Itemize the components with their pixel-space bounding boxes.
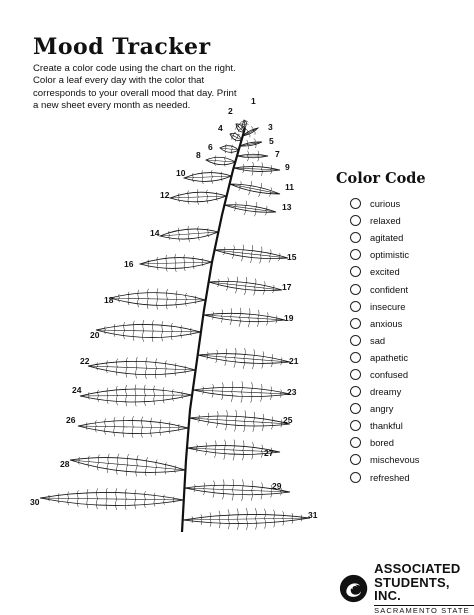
mood-radio[interactable] (350, 472, 361, 483)
day-labels (30, 96, 318, 520)
mood-radio[interactable] (350, 420, 361, 431)
day-label: 19 (284, 313, 294, 323)
mood-radio[interactable] (350, 266, 361, 277)
mood-label: refreshed (370, 471, 410, 483)
day-label: 16 (124, 259, 134, 269)
mood-radio[interactable] (350, 318, 361, 329)
mood-label: sad (370, 334, 386, 346)
day-label: 11 (285, 182, 294, 192)
logo-line-2: STUDENTS, INC. (374, 574, 450, 604)
day-label: 4 (218, 123, 223, 133)
logo-swirl-icon (339, 573, 368, 604)
mood-label: confused (370, 368, 409, 380)
color-code-list (350, 195, 420, 486)
day-label: 24 (72, 385, 82, 395)
mood-radio[interactable] (350, 215, 361, 226)
mood-radio[interactable] (350, 437, 361, 448)
mood-option[interactable] (350, 469, 420, 486)
day-label: 28 (60, 459, 70, 469)
mood-label: optimistic (370, 249, 410, 261)
mood-radio[interactable] (350, 352, 361, 363)
leaf-midrib (230, 184, 280, 194)
instructions-text: Create a color code using the chart on the right. Color a leaf every day with the color that corresponds to your overall mood that day. Print a new sheet every month as needed. (33, 63, 237, 112)
day-label: 1 (251, 96, 256, 106)
day-label: 13 (282, 202, 292, 212)
page-title: Mood Tracker (33, 34, 211, 60)
day-label: 17 (282, 282, 292, 292)
mood-radio[interactable] (350, 249, 361, 260)
logo-line-1: ASSOCIATED (374, 561, 461, 576)
day-label: 21 (289, 356, 299, 366)
day-label: 2 (228, 106, 233, 116)
mood-radio[interactable] (350, 454, 361, 465)
mood-option[interactable] (350, 298, 420, 315)
day-label: 18 (104, 295, 114, 305)
mood-option[interactable] (350, 315, 420, 332)
mood-label: dreamy (370, 386, 402, 398)
day-label: 6 (208, 142, 213, 152)
mood-radio[interactable] (350, 403, 361, 414)
mood-radio[interactable] (350, 198, 361, 209)
mood-option[interactable] (350, 383, 420, 400)
day-label: 14 (150, 228, 160, 238)
mood-option[interactable] (350, 280, 420, 297)
day-label: 15 (287, 252, 297, 262)
day-label: 26 (66, 415, 76, 425)
mood-option[interactable] (350, 229, 420, 246)
day-label: 7 (275, 149, 280, 159)
mood-label: curious (370, 198, 401, 210)
day-label: 27 (264, 448, 274, 458)
day-label: 23 (287, 387, 297, 397)
mood-option[interactable] (350, 417, 420, 434)
mood-option[interactable] (350, 246, 420, 263)
day-label: 3 (268, 122, 273, 132)
mood-label: insecure (370, 300, 406, 312)
day-label: 30 (30, 497, 40, 507)
color-code-title: Color Code (336, 170, 426, 187)
mood-radio[interactable] (350, 335, 361, 346)
mood-label: excited (370, 266, 400, 278)
mood-label: confident (370, 283, 409, 295)
mood-radio[interactable] (350, 386, 361, 397)
day-label: 22 (80, 356, 90, 366)
day-label: 25 (283, 415, 293, 425)
day-label: 9 (285, 162, 290, 172)
mood-radio[interactable] (350, 232, 361, 243)
fern-leaves (40, 120, 310, 532)
mood-label: mischevous (370, 454, 420, 466)
mood-radio[interactable] (350, 369, 361, 380)
day-label: 8 (196, 150, 201, 160)
mood-option[interactable] (350, 332, 420, 349)
day-label: 10 (176, 168, 186, 178)
mood-option[interactable] (350, 195, 420, 212)
associated-students-logo (339, 562, 474, 615)
mood-option[interactable] (350, 400, 420, 417)
mood-label: agitated (370, 232, 404, 244)
mood-label: angry (370, 403, 394, 415)
mood-radio[interactable] (350, 284, 361, 295)
mood-label: relaxed (370, 215, 401, 227)
day-label: 20 (90, 330, 100, 340)
mood-label: apathetic (370, 351, 409, 363)
mood-radio[interactable] (350, 301, 361, 312)
day-label: 29 (272, 481, 282, 491)
mood-option[interactable] (350, 212, 420, 229)
mood-label: anxious (370, 317, 403, 329)
mood-option[interactable] (350, 451, 420, 468)
mood-option[interactable] (350, 434, 420, 451)
day-label: 5 (269, 136, 274, 146)
logo-line-3: SACRAMENTO STATE (374, 605, 474, 615)
mood-label: bored (370, 437, 394, 449)
day-label: 12 (160, 190, 170, 200)
mood-option[interactable] (350, 366, 420, 383)
mood-label: thankful (370, 420, 403, 432)
day-label: 31 (308, 510, 318, 520)
mood-option[interactable] (350, 349, 420, 366)
mood-option[interactable] (350, 263, 420, 280)
